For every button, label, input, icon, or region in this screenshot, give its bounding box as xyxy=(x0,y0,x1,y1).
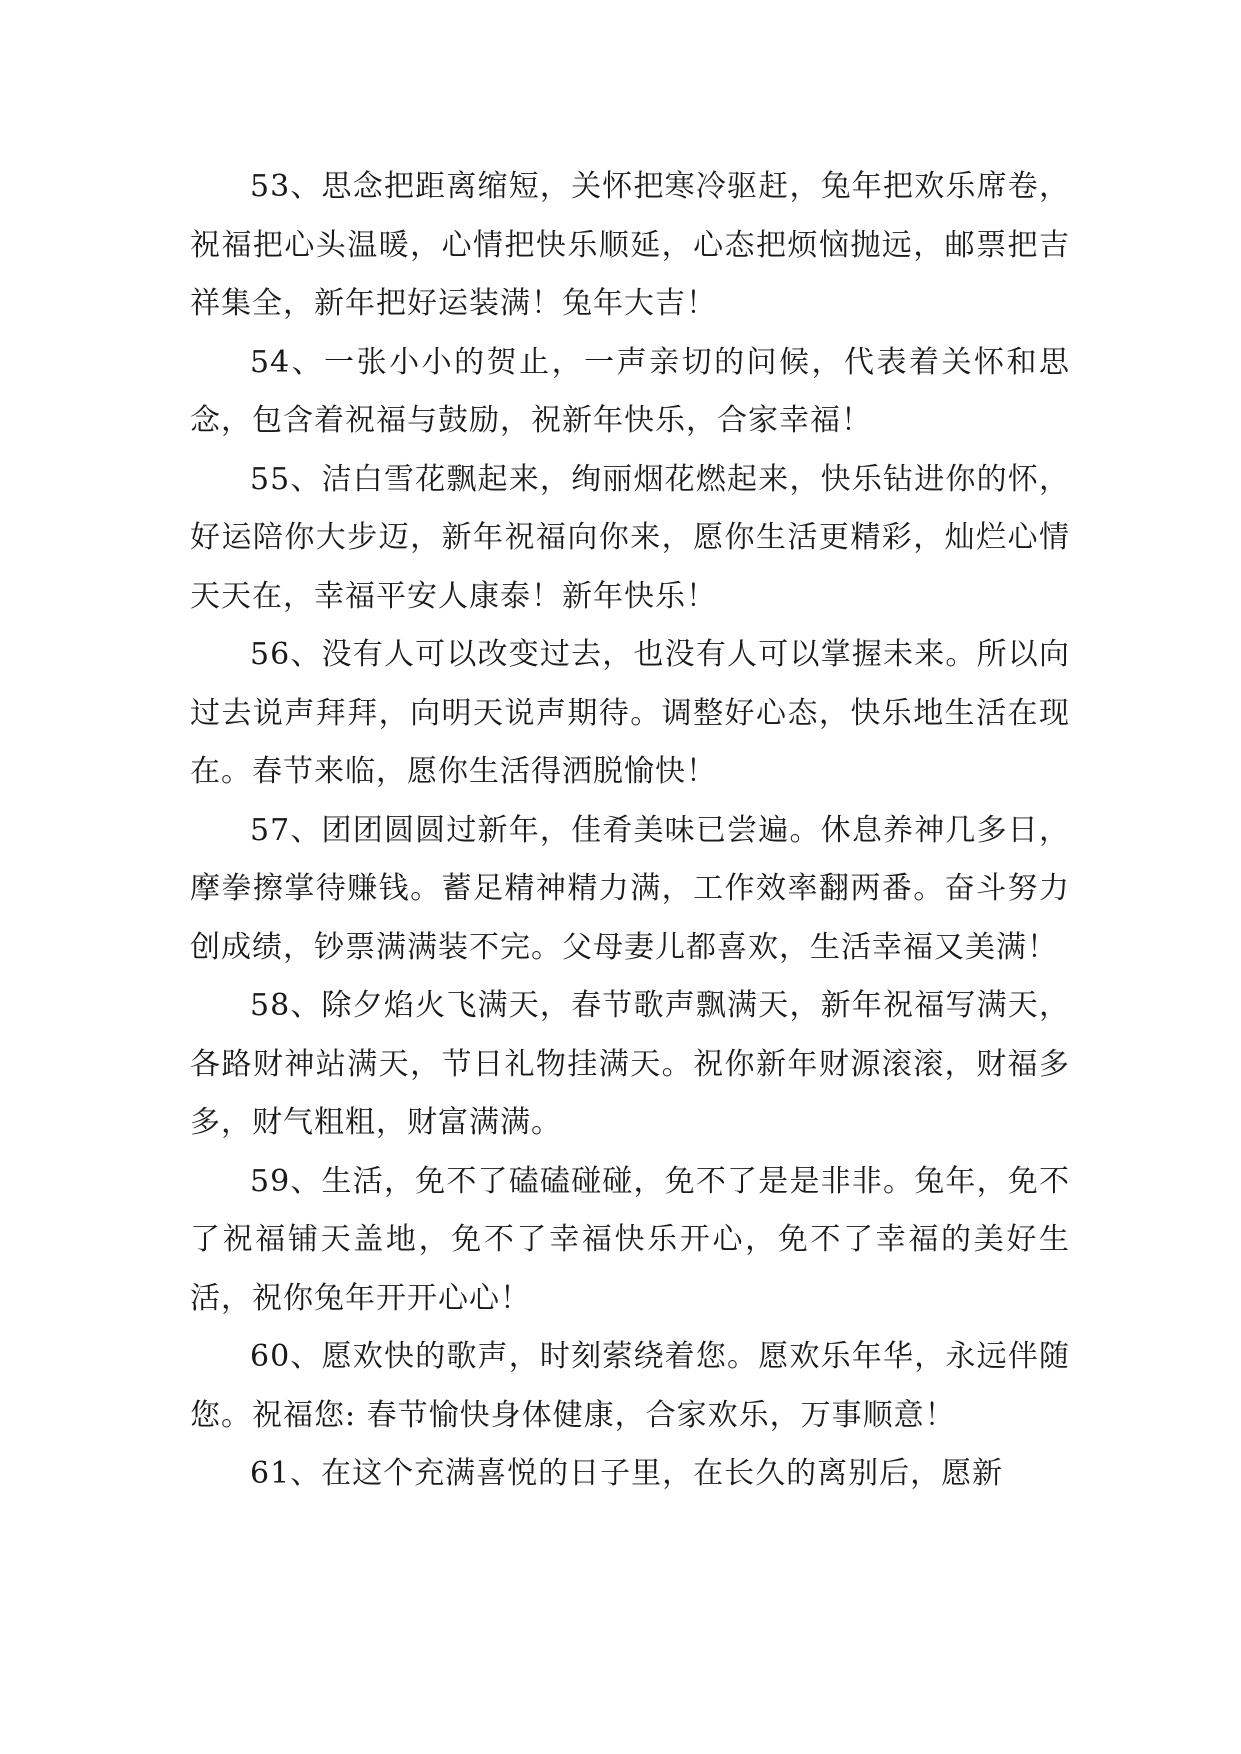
paragraph-54: 54、一张小小的贺止，一声亲切的问候，代表着关怀和思念，包含着祝福与鼓励，祝新年快乐，合家幸福！ xyxy=(190,344,1070,438)
paragraph-57: 57、团团圆圆过新年，佳肴美味已尝遍。休息养神几多日，摩拳擦掌待赚钱。蓄足精神精力满，工作效率翻两番。奋斗努力创成绩，钞票满满装不完。父母妻儿都喜欢，生活幸福又美满！ xyxy=(190,812,1070,965)
paragraph-60: 60、愿欢快的歌声，时刻萦绕着您。愿欢乐年华，永远伴随您。祝福您: 春节愉快身体健康，合家欢乐，万事顺意！ xyxy=(190,1339,1070,1433)
paragraph-59: 59、生活，免不了磕磕碰碰，免不了是是非非。兔年，免不了祝福铺天盖地，免不了幸福快乐开心，免不了幸福的美好生活，祝你兔年开开心心！ xyxy=(190,1163,1070,1316)
paragraph-61: 61、在这个充满喜悦的日子里，在长久的离别后，愿新 xyxy=(250,1456,1004,1491)
document-body xyxy=(190,158,1070,1504)
paragraph-58: 58、除夕焰火飞满天，春节歌声飘满天，新年祝福写满天，各路财神站满天，节日礼物挂满天。祝你新年财源滚滚，财福多多，财气粗粗，财富满满。 xyxy=(190,988,1070,1140)
paragraph-55: 55、洁白雪花飘起来，绚丽烟花燃起来，快乐钻进你的怀，好运陪你大步迈，新年祝福向你来，愿你生活更精彩，灿烂心情天天在，幸福平安人康泰！新年快乐！ xyxy=(190,461,1070,614)
paragraph-53: 53、思念把距离缩短，关怀把寒冷驱赶，兔年把欢乐席卷，祝福把心头温暖，心情把快乐顺延，心态把烦恼抛远，邮票把吉祥集全，新年把好运装满！兔年大吉！ xyxy=(190,169,1070,321)
paragraph-56: 56、没有人可以改变过去，也没有人可以掌握未来。所以向过去说声拜拜，向明天说声期待。调整好心态，快乐地生活在现在。春节来临，愿你生活得洒脱愉快！ xyxy=(190,637,1070,789)
